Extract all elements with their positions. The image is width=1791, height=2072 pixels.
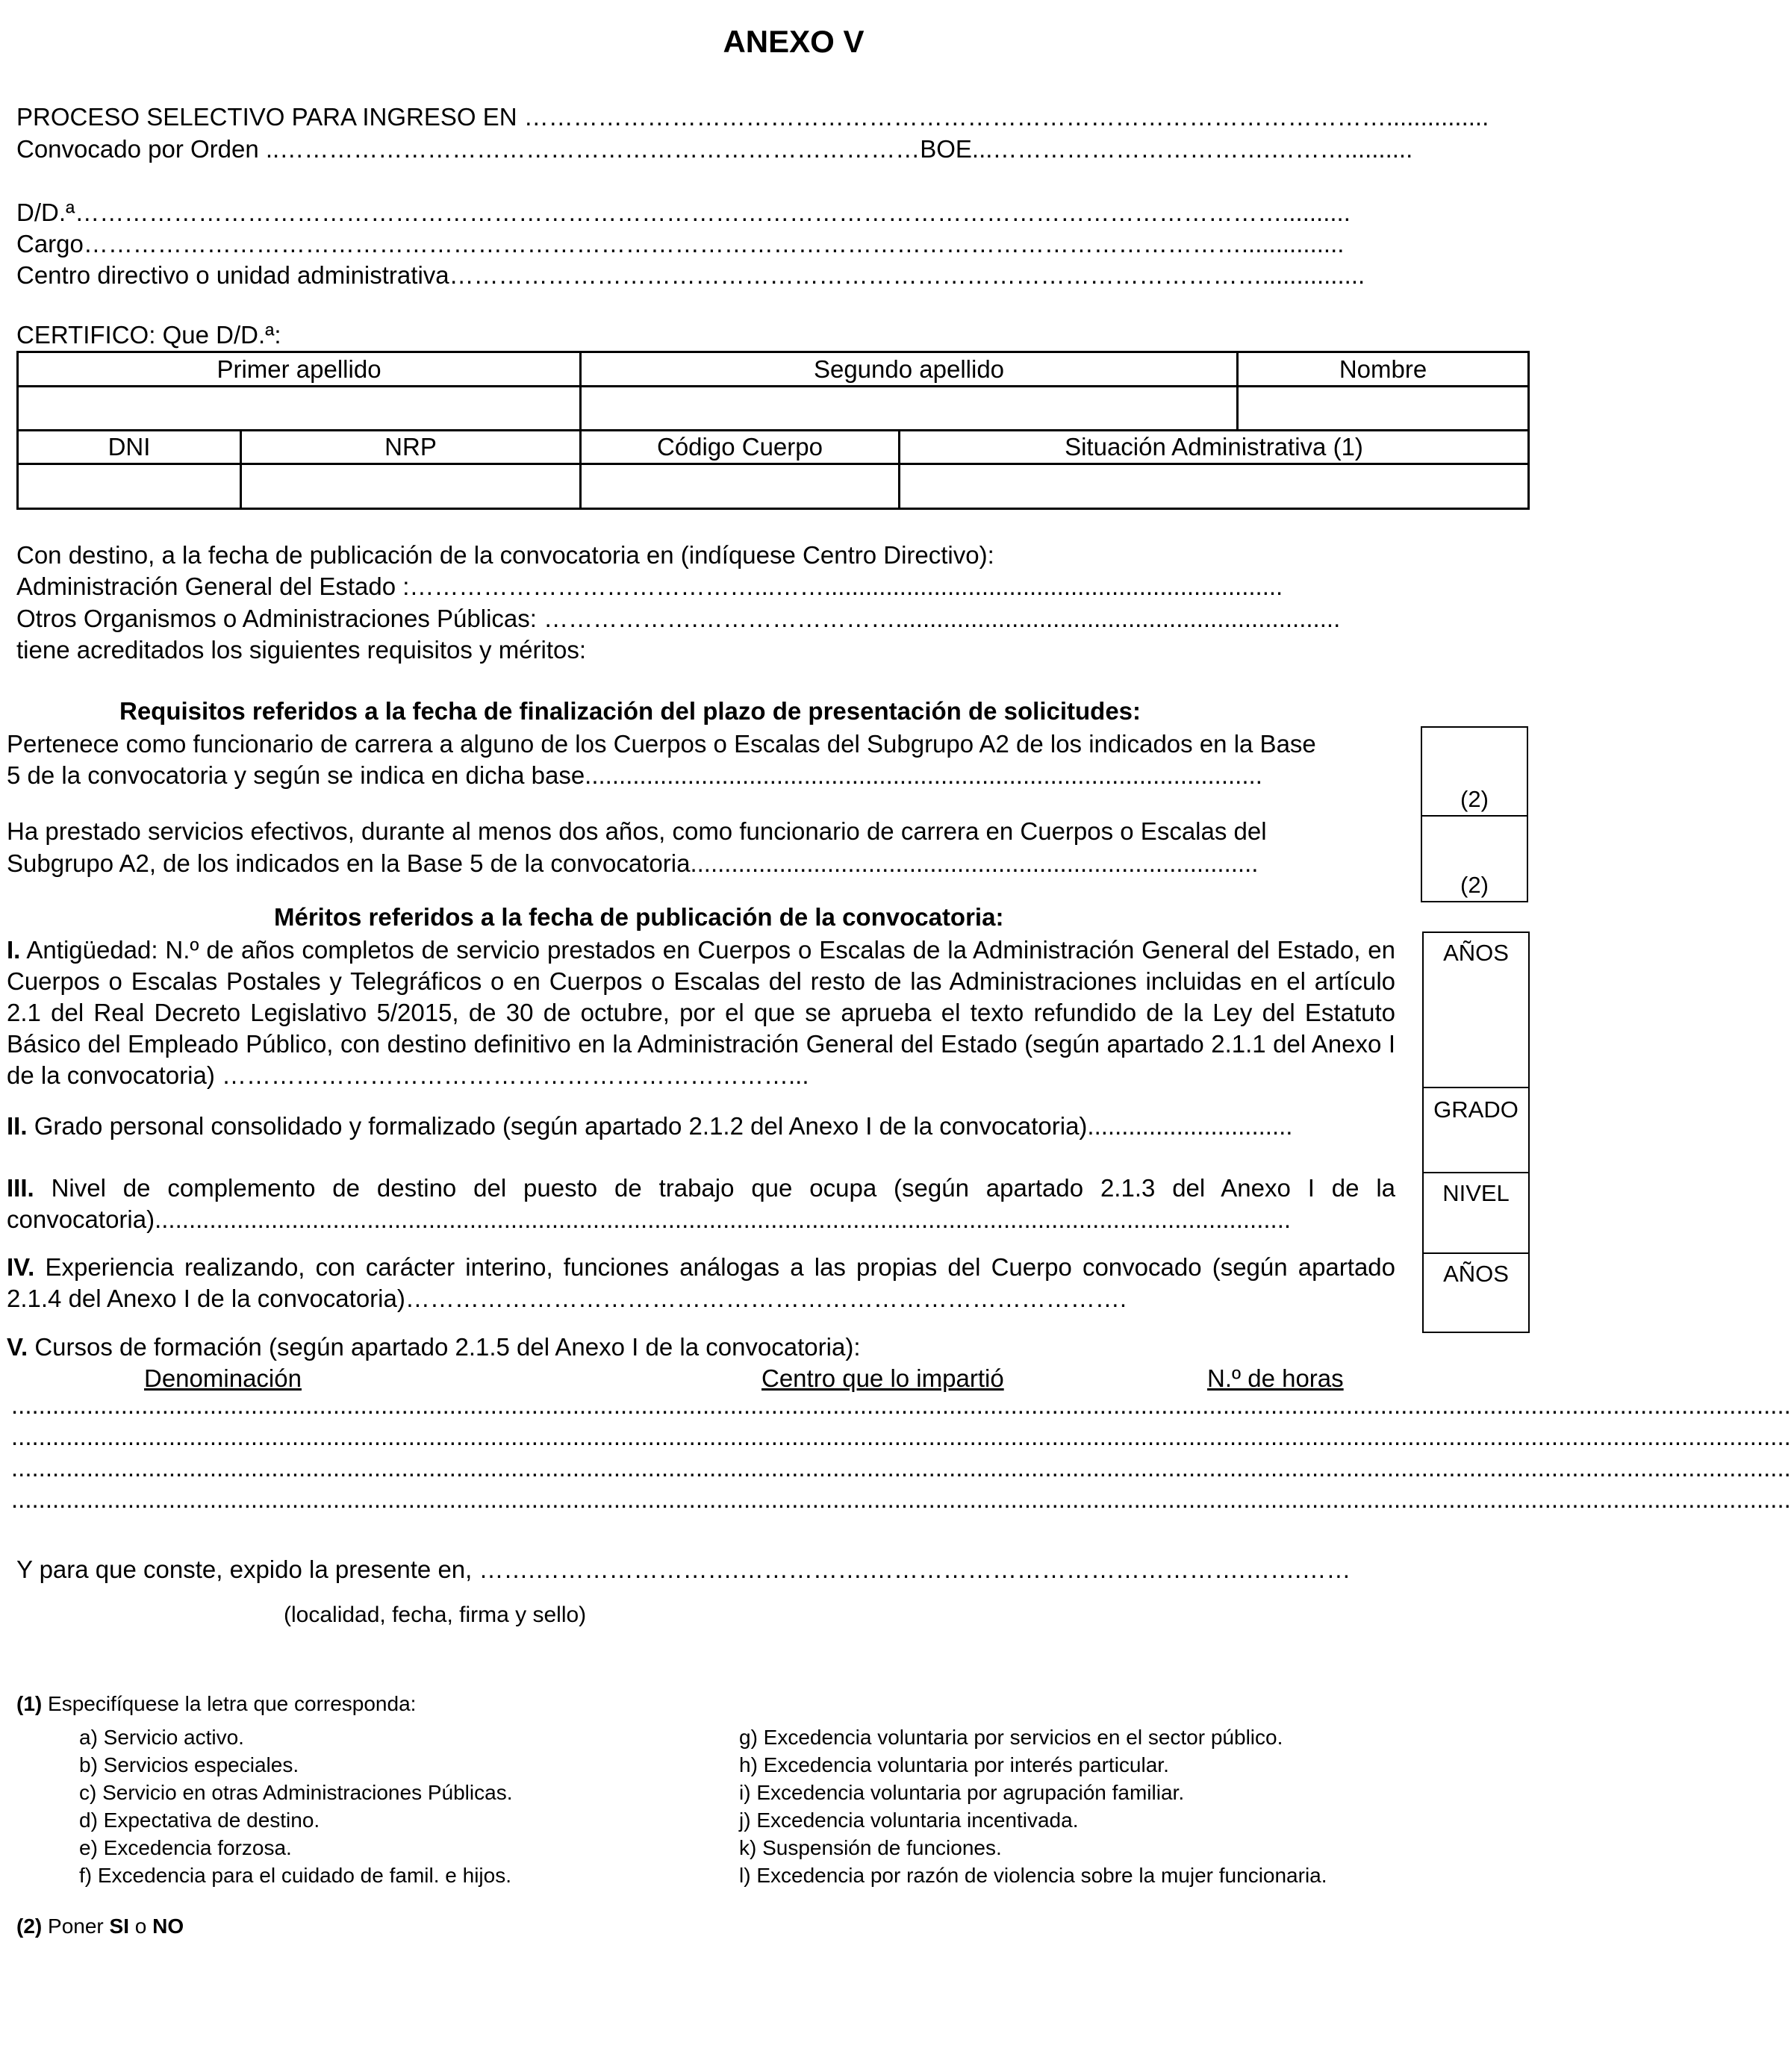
antiguedad-box-label: AÑOS xyxy=(1443,940,1509,966)
experiencia-box-label: AÑOS xyxy=(1443,1261,1509,1287)
situacion-option-j: j) Excedencia voluntaria incentivada. xyxy=(739,1809,1079,1832)
footnote-2-no: NO xyxy=(152,1915,184,1938)
cell-segundo-apellido[interactable] xyxy=(581,387,1238,431)
merito-v-text: Cursos de formación (según apartado 2.1.5 del Anexo I de la convocatoria): xyxy=(34,1333,861,1361)
merito-ii-number: II. xyxy=(7,1112,28,1140)
proceso-line: PROCESO SELECTIVO PARA INGRESO EN ……………………………………………………………………………………………............... xyxy=(16,103,1489,131)
experiencia-box[interactable] xyxy=(1422,1252,1530,1333)
merito-ii-text: Grado personal consolidado y formalizado (según apartado 2.1.2 del Anexo I de la convocatoria).............................. xyxy=(34,1112,1293,1140)
grado-box[interactable] xyxy=(1422,1087,1530,1173)
cursos-header-horas: N.º de horas xyxy=(1207,1364,1344,1392)
requisito-2-box[interactable] xyxy=(1421,815,1528,902)
footnote-2 xyxy=(16,1912,184,1940)
footnote-2-si: SI xyxy=(109,1915,129,1938)
convocado-line: Convocado por Orden ..……………………………………………………………………BOE...…………………………….……….......... xyxy=(16,135,1413,163)
nivel-box[interactable] xyxy=(1422,1172,1530,1254)
requisito-1-line-1: Pertenece como funcionario de carrera a alguno de los Cuerpos o Escalas del Subgrupo A2 de los indicados en la Base xyxy=(7,730,1316,758)
header-dni: DNI xyxy=(18,431,241,464)
merito-iv xyxy=(7,1252,1395,1314)
destino-otros-line: Otros Organismos o Administraciones Públicas: ……………….……………………................................................................. xyxy=(16,605,1341,632)
nivel-box-label: NIVEL xyxy=(1442,1180,1510,1206)
destino-age-line: Administración General del Estado :……………………………………...……................................................................... xyxy=(16,572,1283,600)
curso-row-1[interactable]: .................................................................................................................................................................................................................................................................... xyxy=(11,1391,1791,1419)
requisito-2-note: (2) xyxy=(1460,872,1489,898)
merito-i xyxy=(7,934,1395,1091)
header-segundo-apellido: Segundo apellido xyxy=(581,352,1238,387)
cell-situacion-administrativa[interactable] xyxy=(900,464,1529,509)
cell-codigo-cuerpo[interactable] xyxy=(581,464,900,509)
situacion-option-a: a) Servicio activo. xyxy=(79,1726,244,1749)
header-situacion-administrativa: Situación Administrativa (1) xyxy=(900,431,1529,464)
document-title: ANEXO V xyxy=(723,24,865,59)
requisito-1-line-2: 5 de la convocatoria y según se indica en dicha base................................................................................................... xyxy=(7,761,1262,789)
header-nombre: Nombre xyxy=(1238,352,1529,387)
requisito-1-box[interactable] xyxy=(1421,726,1528,817)
merito-iii-text: Nivel de complemento de destino del puesto de trabajo que ocupa (según apartado 2.1.3 del Anexo I de la convocatoria)...................................................................................................................................................................... xyxy=(7,1174,1396,1233)
cierre-line: Y para que conste, expido la presente en, …….…………………….…………….……………………………………….…….…… xyxy=(16,1555,1351,1583)
requisito-1-note: (2) xyxy=(1460,786,1489,812)
footnote-2-text: Poner xyxy=(42,1915,110,1938)
footnote-2-o: o xyxy=(128,1915,153,1938)
header-codigo-cuerpo: Código Cuerpo xyxy=(581,431,900,464)
cursos-header-centro: Centro que lo impartió xyxy=(761,1364,1004,1392)
footnote-1-text: Especifíquese la letra que corresponda: xyxy=(42,1692,417,1715)
merito-ii xyxy=(7,1111,1395,1142)
footnote-1-left-list xyxy=(79,1723,512,1889)
requisito-2-line-2: Subgrupo A2, de los indicados en la Base 5 de la convocatoria................................................................................... xyxy=(7,849,1259,877)
requisitos-heading: Requisitos referidos a la fecha de finalización del plazo de presentación de solicitudes: xyxy=(119,697,1141,725)
header-primer-apellido: Primer apellido xyxy=(18,352,581,387)
cargo-line: Cargo……………………………………………………………………………………………………………………………............... xyxy=(16,230,1345,258)
footnote-1-right-list xyxy=(739,1723,1327,1889)
merito-iv-text: Experiencia realizando, con carácter interino, funciones análogas a las propias del Cuerpo convocado (según apartado 2.1.4 del Anexo I de la convocatoria)……………………………………………………………………………. xyxy=(7,1253,1396,1312)
situacion-option-h: h) Excedencia voluntaria por interés particular. xyxy=(739,1753,1169,1776)
antiguedad-box[interactable] xyxy=(1422,932,1530,1088)
curso-row-2[interactable]: .................................................................................................................................................................................................................................................................... xyxy=(11,1423,1791,1450)
cell-nombre[interactable] xyxy=(1238,387,1529,431)
footnote-2-mark: (2) xyxy=(16,1915,43,1938)
curso-row-4[interactable]: .................................................................................................................................................................................................................................................................... xyxy=(11,1485,1791,1513)
centro-line: Centro directivo o unidad administrativa………………………………………………………………………………………............... xyxy=(16,261,1365,289)
situacion-option-f: f) Excedencia para el cuidado de famil. e hijos. xyxy=(79,1864,511,1887)
cursos-header-denominacion: Denominación xyxy=(144,1364,302,1392)
situacion-option-k: k) Suspensión de funciones. xyxy=(739,1836,1002,1859)
meritos-heading: Méritos referidos a la fecha de publicación de la convocatoria: xyxy=(274,903,1004,931)
merito-v-number: V. xyxy=(7,1333,28,1361)
situacion-option-l: l) Excedencia por razón de violencia sobre la mujer funcionaria. xyxy=(739,1864,1327,1887)
destino-line-4: tiene acreditados los siguientes requisitos y méritos: xyxy=(16,636,587,664)
merito-iv-number: IV. xyxy=(7,1253,35,1281)
merito-i-number: I. xyxy=(7,936,21,964)
situacion-option-b: b) Servicios especiales. xyxy=(79,1753,299,1776)
situacion-option-i: i) Excedencia voluntaria por agrupación familiar. xyxy=(739,1781,1185,1804)
situacion-option-g: g) Excedencia voluntaria por servicios en el sector público. xyxy=(739,1726,1283,1749)
situacion-option-c: c) Servicio en otras Administraciones Públicas. xyxy=(79,1781,513,1804)
situacion-option-e: e) Excedencia forzosa. xyxy=(79,1836,292,1859)
situacion-option-d: d) Expectativa de destino. xyxy=(79,1809,320,1832)
footnote-1 xyxy=(16,1690,416,1717)
cell-dni[interactable] xyxy=(18,464,241,509)
merito-v xyxy=(7,1332,861,1363)
certificate-table xyxy=(16,351,1530,510)
header-nrp: NRP xyxy=(241,431,581,464)
grado-box-label: GRADO xyxy=(1433,1096,1519,1123)
merito-iii-number: III. xyxy=(7,1174,34,1202)
merito-iii xyxy=(7,1173,1395,1235)
destino-line-1: Con destino, a la fecha de publicación de la convocatoria en (indíquese Centro Directivo): xyxy=(16,541,994,569)
footnote-1-mark: (1) xyxy=(16,1692,43,1715)
curso-row-3[interactable]: .................................................................................................................................................................................................................................................................... xyxy=(11,1454,1791,1482)
merito-i-text: Antigüedad: N.º de años completos de servicio prestados en Cuerpos o Escalas de la Administración General del Estado, en Cuerpos o Escalas Postales y Telegráficos o en Cuerpos o Escalas del resto de las Administraciones incluidas en el artículo 2.1 del Real Decreto Legislativo 5/2015, de 30 de octubre, por el que se aprueba el texto refundido de la Ley del Estatuto Básico del Empleado Público, con destino definitivo en la Administración General del Estado (según apartado 2.1.1 del Anexo I de la convocatoria) ……………………………………………………………... xyxy=(7,936,1395,1089)
certifico-label: CERTIFICO: Que D/D.ª: xyxy=(16,321,281,349)
requisito-2-line-1: Ha prestado servicios efectivos, durante al menos dos años, como funcionario de carrera en Cuerpos o Escalas del xyxy=(7,817,1267,845)
dd-line: D/D.ª………………………………………………………………………………………………………………………………….......... xyxy=(16,199,1351,226)
cell-nrp[interactable] xyxy=(241,464,581,509)
cierre-subtitle: (localidad, fecha, firma y sello) xyxy=(284,1603,587,1627)
cell-primer-apellido[interactable] xyxy=(18,387,581,431)
